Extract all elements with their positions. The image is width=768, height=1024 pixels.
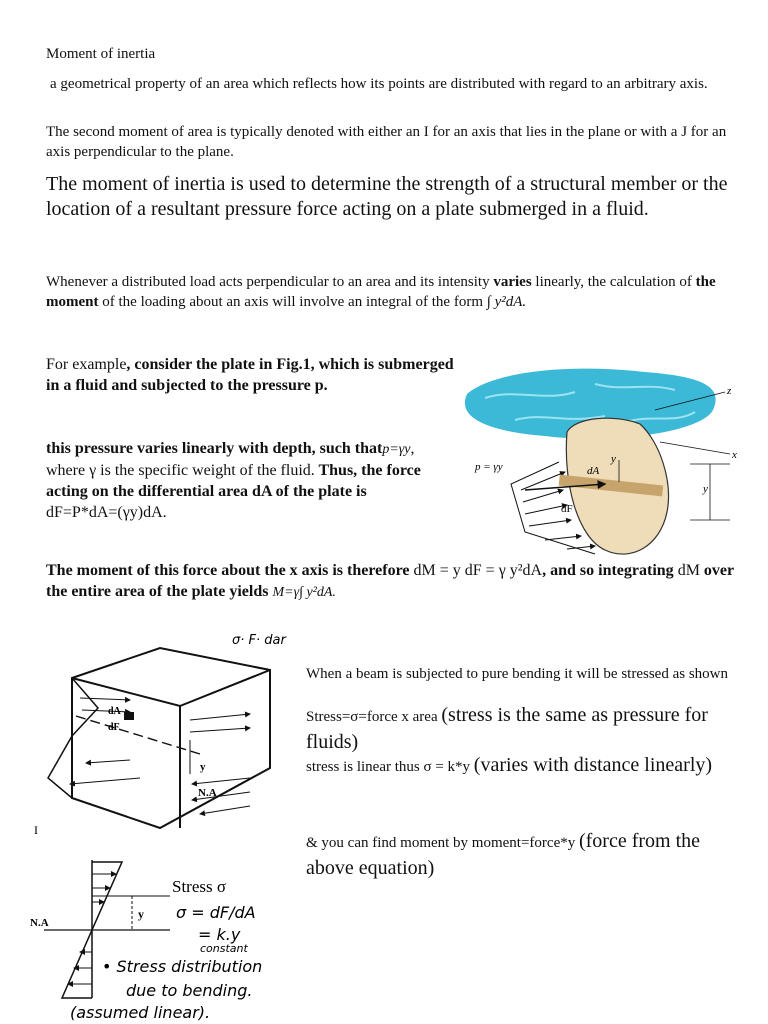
- submerged-plate-figure: [455, 362, 760, 562]
- note-line-2: due to bending.: [126, 981, 253, 1000]
- z-axis-label: z: [727, 385, 732, 397]
- bending-text-3: stress is linear thus σ = k*y (varies with distance linearly): [306, 754, 713, 776]
- moment-x-text: The moment of this force about the x axis is therefore dM = y dF = γ y²dA, and so integrating dM over the entire area of the plate yields M=γ∫ y²dA.: [46, 562, 734, 600]
- moment-formula: M=γ∫ y²dA.: [272, 585, 336, 600]
- stress-eq-2: = k.y: [198, 925, 241, 944]
- example-text: For example, consider the plate in Fig.1, which is submerged in a fluid and subjected to the pressure p.: [46, 356, 454, 394]
- page-title: Moment of inertia: [46, 46, 156, 62]
- inner-y-label: y: [611, 453, 616, 465]
- distributed-load-text: Whenever a distributed load acts perpendicular to an area and its intensity varies linearly, the calculation of the moment of the loading about an axis will involve an integral of the form ∫ y²dA.: [46, 274, 716, 310]
- differential-force-eq: dF=P*dA=(γy)dA.: [46, 504, 167, 521]
- differential-area-block: [124, 712, 134, 720]
- purpose-text: The moment of inertia is used to determine the strength of a structural member or the location of a resultant pressure force acting on a plate submerged in a fluid.: [46, 173, 728, 220]
- pressure-label: p = γy: [475, 461, 503, 473]
- stress-distribution-figure: [30, 858, 300, 1024]
- second-moment-text: The second moment of area is typically denoted with either an I for an axis that lies in the plane or with a J for an axis perpendicular to the plane.: [46, 124, 727, 160]
- note-line-1: • Stress distribution: [102, 957, 263, 976]
- stress-title: Stress σ: [172, 877, 227, 896]
- neutral-axis-label: N.A: [30, 917, 49, 929]
- neutral-axis-label: N.A: [198, 787, 217, 799]
- x-axis-label: x: [732, 449, 737, 461]
- da-label: dA: [108, 706, 121, 717]
- y-label: y: [200, 761, 206, 773]
- depth-label-y: y: [703, 483, 708, 495]
- stress-eq-1: σ = dF/dA: [176, 903, 256, 922]
- bending-text-2: Stress=σ=force x area (stress is the same as pressure for fluids): [306, 704, 708, 753]
- pressure-text: this pressure varies linearly with depth, such thatp=γy, where γ is the specific weight of the fluid. Thus, the force acting on the differential area dA of the plate is dF=P*dA=(γy)dA.: [46, 440, 421, 521]
- top-scribble: σ· F· dar: [232, 633, 286, 648]
- beam-bending-figure: [30, 628, 300, 848]
- margin-mark: I: [34, 823, 38, 837]
- y-label: y: [138, 907, 144, 921]
- df-label: dF: [561, 503, 573, 515]
- bending-text-1: When a beam is subjected to pure bending it will be stressed as shown: [306, 666, 728, 682]
- definition-text: a geometrical property of an area which reflects how its points are distributed with regard to an arbitrary axis.: [50, 76, 708, 92]
- df-label: dF: [108, 722, 120, 733]
- integral-formula: ∫ y²dA.: [486, 294, 527, 310]
- note-line-3: (assumed linear).: [70, 1003, 211, 1022]
- da-label: dA: [587, 465, 600, 477]
- bending-text-4: & you can find moment by moment=force*y (force from the above equation): [306, 830, 701, 879]
- constant-label: constant: [200, 942, 248, 955]
